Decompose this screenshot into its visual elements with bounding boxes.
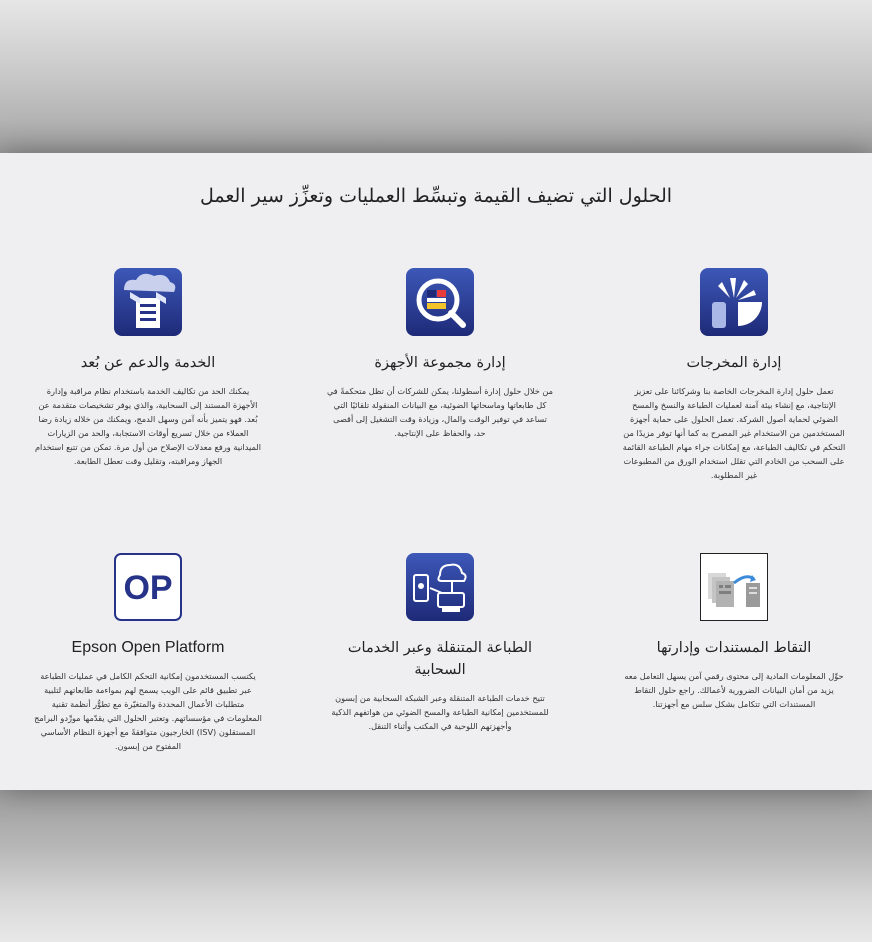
card-document-capture[interactable] xyxy=(616,553,852,711)
mobile-cloud-icon xyxy=(406,553,474,621)
section-title: الحلول التي تضيف القيمة وتبسِّط العمليات وتعزِّز سير العمل xyxy=(199,185,673,207)
card-body: من خلال حلول إدارة أسطولنا، يمكن للشركات أن تظل متحكمةً في كل طابعاتها وماسحاتها الضوئية، مع البيانات المنقولة تلقائيًا التي تساعد في توفير الوقت والمال، وزيادة وقت التشغيل إلى أقصى حد، والحفاظ على الإنتاجية. xyxy=(326,386,553,438)
fleet-management-icon xyxy=(406,268,474,336)
card-output-management[interactable] xyxy=(616,268,852,482)
remote-service-icon xyxy=(114,268,182,336)
card-title: إدارة المخرجات xyxy=(686,355,782,371)
card-title: الطباعة المتنقلة وعبر الخدمات السحابية xyxy=(347,640,533,678)
card-open-platform[interactable] xyxy=(30,553,266,753)
card-body: حوِّل المعلومات المادية إلى محتوى رقمي آمن يسهل التعامل معه يزيد من أمان البيانات الضرورية لأعمالك. راجع حلول التقاط المستندات التي تتكامل بشكل سلس مع أجهزتنا. xyxy=(624,671,844,709)
card-body: يكتسب المستخدمون إمكانية التحكم الكامل في عمليات الطباعة عبر تطبيق قائم على الويب يسمح لهم بمواءمة طابعاتهم لتلبية متطلبات الأعمال المحددة والمتغيّرة مع تطوُّر أنظمة تقنية المعلومات في مؤسساتهم. وتعتبر الحلول التي يقدّمها مورِّدو البرامج المستقلون (ISV) الخارجيون متوافقةً مع أجهزة النظام الأساسي المفتوح من إبسون. xyxy=(34,671,262,751)
output-management-icon xyxy=(700,268,768,336)
card-body: تتيح خدمات الطباعة المتنقلة وعبر الشبكة السحابية من إبسون للمستخدمين إمكانية الطباعة والمسح الضوئي من هواتفهم الذكية وأجهزتهم اللوحية في المكتب وأثناء التنقل. xyxy=(331,693,549,731)
card-fleet-management[interactable] xyxy=(322,268,558,440)
card-title: إدارة مجموعة الأجهزة xyxy=(374,355,506,371)
card-body: يمكنك الحد من تكاليف الخدمة باستخدام نظام مراقبة وإدارة الأجهزة المستند إلى السحابية، والذي يوفر تشخيصات متقدمة عن بُعد. فهو يتميز بأنه آمن وسهل الدمج، ويمكنك من خلاله زيادة رضا العملاء من خلال تسريع أوقات الاستجابة، والحد من الزيارات الميدانية ورفع معدلات الإصلاح من أول مرة. تمكن من تتبع استخدام الجهاز ومراقبته، وتقليل وقت تعطل الطابعة. xyxy=(34,386,262,466)
card-title: الخدمة والدعم عن بُعد xyxy=(80,355,216,371)
card-title: التقاط المستندات وإدارتها xyxy=(656,640,812,656)
card-title: Epson Open Platform xyxy=(71,639,225,656)
card-body: تعمل حلول إدارة المخرجات الخاصة بنا وشركائنا على تعزيز الإنتاجية، مع إنشاء بيئة آمنة لعمليات الطباعة والنسخ والمسح الضوئي لحماية أصول الشركة. تعمل الحلول على حماية أجهزة المستخدمين من الاستخدام غير المصرح به كما أنها توفر مزيدًا من التحكم في تكاليف الطباعة، مع إمكانات جراء مهام الطباعة القائمة على السحب من الخادم التي تقلل استخدام الورق من المطبوعات غير المطلوبة. xyxy=(622,386,846,480)
document-capture-icon xyxy=(700,553,768,621)
open-platform-icon-text: OP xyxy=(123,569,173,607)
card-mobile-cloud[interactable] xyxy=(322,553,558,733)
card-remote-service[interactable] xyxy=(30,268,266,468)
open-platform-icon xyxy=(114,553,182,621)
